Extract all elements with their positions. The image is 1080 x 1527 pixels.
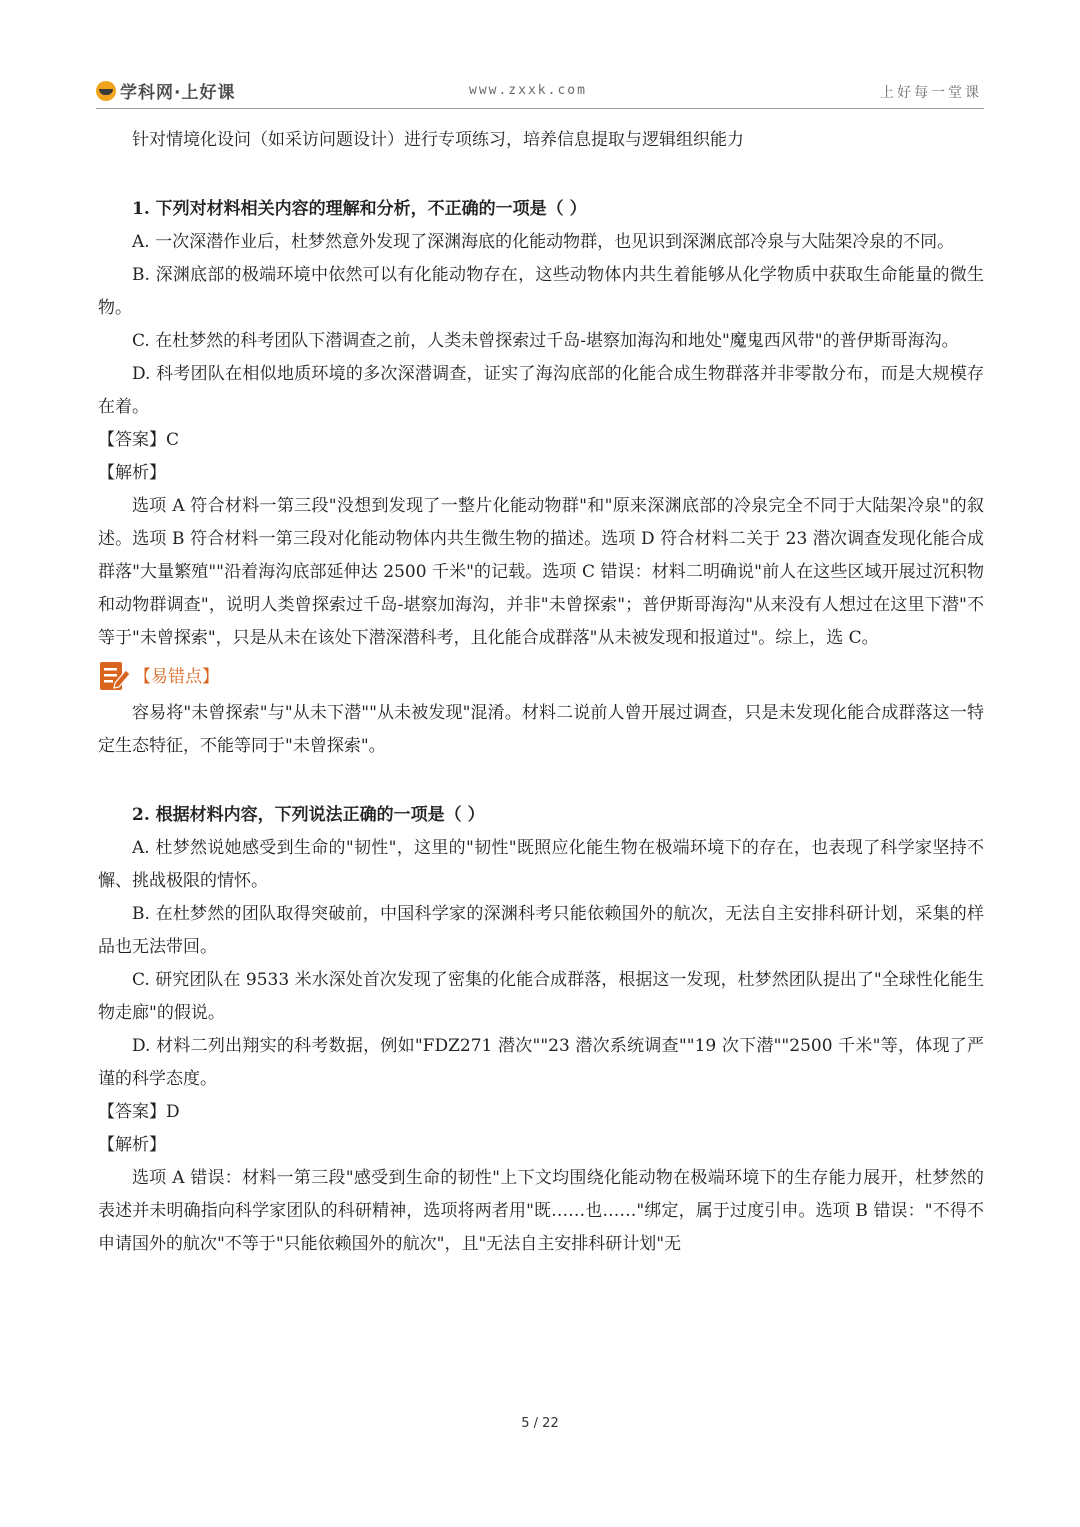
question-2-analysis-label: 【解析】 <box>98 1135 166 1155</box>
question-2-analysis: 选项 A 错误：材料一第三段"感受到生命的韧性"上下文均围绕化能动物在极端环境下的生存能力展开，杜梦然的表述并未明确指向科学家团队的科研精神，选项将两者用"既……也……"绑定，属于过度引申。选项 B 错误："不得不申请国外的航次"不等于"只能依赖国外的航次"，且"无法自主安排科研计划"无 <box>98 1168 984 1254</box>
question-1-option-b: B. 深渊底部的极端环境中依然可以有化能动物存在，这些动物体内共生着能够从化学物质中获取生命能量的微生物。 <box>98 265 984 318</box>
logo-text: 学科网·上好课 <box>120 83 236 103</box>
question-2-option-d: D. 材料二列出翔实的科考数据，例如"FDZ271 潜次""23 潜次系统调查""19 次下潜""2500 千米"等，体现了严谨的科学态度。 <box>98 1036 984 1089</box>
question-2-title: 2. 根据材料内容，下列说法正确的一项是（ ） <box>132 805 485 825</box>
page-number: 5 / 22 <box>521 1416 559 1431</box>
question-2-answer: 【答案】D <box>98 1102 180 1122</box>
page-header <box>96 74 984 109</box>
question-1-analysis-label: 【解析】 <box>98 463 166 483</box>
question-1-answer: 【答案】C <box>98 430 180 450</box>
graduation-cap-icon <box>96 81 116 101</box>
question-2-option-b: B. 在杜梦然的团队取得突破前，中国科学家的深渊科考只能依赖国外的航次，无法自主安排科研计划，采集的样品也无法带回。 <box>98 904 984 957</box>
question-1-option-c: C. 在杜梦然的科考团队下潜调查之前，人类未曾探索过千岛-堪察加海沟和地处"魔鬼西风带"的普伊斯哥海沟。 <box>132 331 959 351</box>
note-pencil-icon <box>98 660 132 694</box>
question-1-option-a: A. 一次深潜作业后，杜梦然意外发现了深渊海底的化能动物群，也见识到深渊底部冷泉与大陆架冷泉的不同。 <box>132 232 955 252</box>
question-1-title: 1. 下列对材料相关内容的理解和分析，不正确的一项是（ ） <box>132 199 587 219</box>
question-2-option-a: A. 杜梦然说她感受到生命的"韧性"，这里的"韧性"既照应化能生物在极端环境下的存在，也表现了科学家坚持不懈、挑战极限的情怀。 <box>98 838 984 891</box>
question-1-analysis: 选项 A 符合材料一第三段"没想到发现了一整片化能动物群"和"原来深渊底部的冷泉完全不同于大陆架冷泉"的叙述。选项 B 符合材料一第三段对化能动物体内共生微生物的描述。选项 D 符合材料二关于 23 潜次调查发现化能合成群落"大量繁殖""沿着海沟底部延伸达 2500 千米"的记载。选项 C 错误：材料二明确说"前人在这些区域开展过沉积物和动物群调查"，说明人类曾探索过千岛-堪察加海沟，并非"未曾探索"；普伊斯哥海沟"从来没有人想过在这里下潜"不等于"未曾探索"，只是从未在该处下潜深潜科考，且化能合成群落"从未被发现和报道过"。综上，选 C。 <box>98 496 984 648</box>
logo <box>96 78 235 103</box>
question-1-easy-mistake-heading <box>98 657 984 697</box>
intro-text: 针对情境化设问（如采访问题设计）进行专项练习，培养信息提取与逻辑组织能力 <box>132 130 744 150</box>
document-body <box>98 124 984 1261</box>
question-1-easy-mistake-label: 【易错点】 <box>134 666 219 687</box>
header-slogan: 上好每一堂课 <box>880 85 982 101</box>
question-1-easy-mistake-text: 容易将"未曾探索"与"从未下潜""从未被发现"混淆。材料二说前人曾开展过调查，只是未发现化能合成群落这一特定生态特征，不能等同于"未曾探索"。 <box>98 703 984 756</box>
question-1-option-d: D. 科考团队在相似地质环境的多次深潜调查，证实了海沟底部的化能合成生物群落并非零散分布，而是大规模存在着。 <box>98 364 984 417</box>
site-url: www.zxxk.com <box>469 83 587 98</box>
question-2-option-c: C. 研究团队在 9533 米水深处首次发现了密集的化能合成群落，根据这一发现，杜梦然团队提出了"全球性化能生物走廊"的假说。 <box>98 970 984 1023</box>
